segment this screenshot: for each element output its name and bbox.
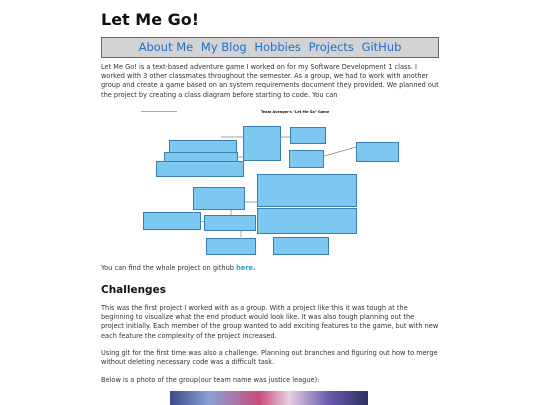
nav-github-link[interactable]: GitHub [361,40,402,54]
diagram-box [257,208,357,234]
challenges-heading: Challenges [101,284,166,296]
challenges-paragraph-1: This was the first project I worked with as a group. With a project like this it was tough at the beginning to visualize what the end product would look like. It was also tough planning out the project initially. Each member of the group wanted to add exciting features to the game, but with new each feature the complexity of the project increased. [101,304,439,340]
diagram-box [156,161,244,177]
nav-projects-link[interactable]: Projects [308,40,354,54]
diagram-box [204,215,256,231]
diagram-box [143,212,201,230]
diagram-box [257,174,357,207]
page-title: Let Me Go! [101,10,200,29]
diagram-title: Team Avenger's "Let Me Go" Game [261,110,330,114]
nav-hobbies-link[interactable]: Hobbies [254,40,301,54]
class-diagram-image [101,107,439,259]
diagram-box [356,142,399,162]
github-line: You can find the whole project on github here. [101,264,256,272]
diagram-box [273,237,329,255]
diagram-box [290,127,326,144]
nav-blog-link[interactable]: My Blog [200,40,247,54]
challenges-paragraph-2: Using git for the first time was also a challenge. Planning out branches and figuring out how to merge without deleting necessary code was a difficult task. [101,349,438,367]
github-here-link[interactable]: here. [236,264,256,272]
nav-about-link[interactable]: About Me [138,40,194,54]
diagram-box [289,150,324,168]
diagram-box [206,238,256,255]
top-nav [101,37,439,58]
group-photo [170,391,368,405]
intro-paragraph: Let Me Go! is a text-based adventure game I worked on for my Software Development 1 class. I worked with 3 other classmates throughout the semester. As a group, we had to work with another group and create a game based on an system requirements document they provided. We planned out the project by creating a class diagram before starting to code. You can [101,63,439,99]
photo-caption: Below is a photo of the group(our team name was justice league): [101,376,320,384]
diagram-box [243,126,281,161]
diagram-box [193,187,245,210]
